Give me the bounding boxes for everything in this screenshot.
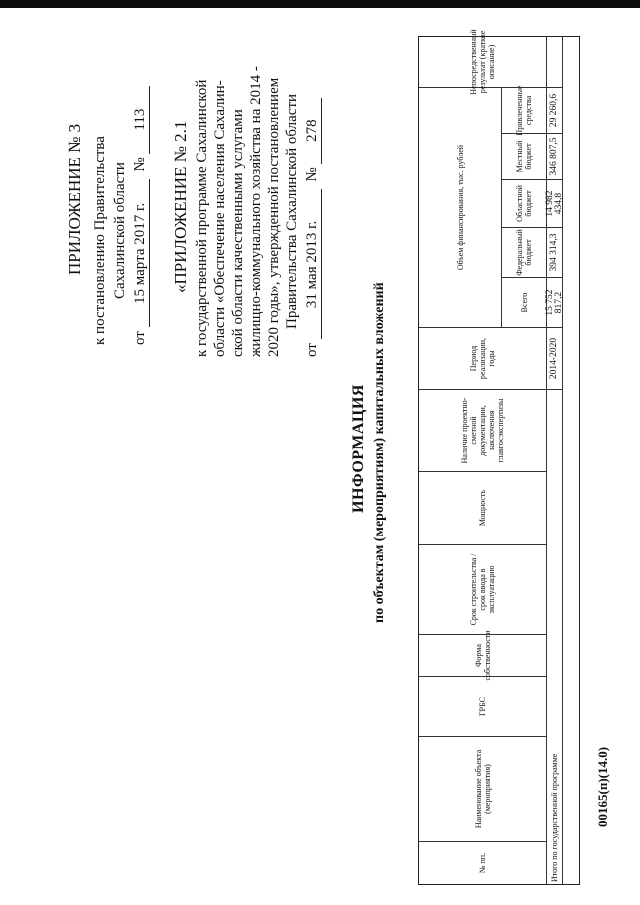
info-title: ИНФОРМАЦИЯ bbox=[350, 384, 367, 513]
total-row-local: 346 807,5 bbox=[546, 134, 562, 180]
capital-investments-table bbox=[418, 29, 580, 885]
appendix-3-date: 15 марта 2017 г. bbox=[132, 179, 150, 327]
total-row-label: Итого по государственной программе bbox=[546, 390, 562, 884]
total-row-period: 2014-2020 bbox=[546, 328, 562, 390]
header-regional: Областной бюджет bbox=[501, 180, 546, 228]
header-term: Срок строительства / срок ввода в эксплуатацию bbox=[419, 545, 546, 635]
total-row-result bbox=[546, 37, 562, 88]
header-federal: Федеральный бюджет bbox=[501, 228, 546, 278]
header-form: Форма собственности bbox=[419, 635, 546, 677]
appendix-3-date-line bbox=[132, 86, 150, 345]
total-row-total: 15 752 817,2 bbox=[546, 278, 562, 328]
header-funding: Объем финансирования, тыс. рублей bbox=[419, 88, 501, 328]
appendix-3-from: от bbox=[132, 331, 148, 345]
header-period: Период реализации, годы bbox=[419, 328, 546, 390]
total-row-attracted: 29 260,6 bbox=[546, 88, 562, 134]
appendix-2-1-line-2: ской области качественными услугами bbox=[230, 109, 246, 357]
appendix-2-1-from: от bbox=[304, 343, 320, 357]
total-row-federal: 394 314,3 bbox=[546, 228, 562, 278]
appendix-2-1-title: «ПРИЛОЖЕНИЕ № 2.1 bbox=[171, 120, 190, 293]
appendix-2-1-line-3: жилищно-коммунального хозяйства на 2014 - bbox=[248, 66, 264, 357]
total-row-regional: 14 982 434,8 bbox=[546, 180, 562, 228]
header-local: Местный бюджет bbox=[501, 134, 546, 180]
appendix-2-1-date-line bbox=[304, 98, 322, 357]
appendix-3-no: № bbox=[132, 157, 148, 172]
header-psd: Наличие проектно-сметной документации, заключения главгосэкспертизы bbox=[419, 390, 546, 472]
header-grbs: ГРБС bbox=[419, 677, 546, 737]
empty-row bbox=[562, 37, 579, 884]
header-attracted: Привлеченные средства bbox=[501, 88, 546, 134]
appendix-2-1-line-5: Правительства Сахалинской области bbox=[284, 93, 300, 329]
appendix-3-line1: к постановлению Правительства bbox=[92, 136, 108, 345]
appendix-3-line2: Сахалинской области bbox=[112, 162, 128, 299]
appendix-3-title: ПРИЛОЖЕНИЕ № 3 bbox=[65, 123, 84, 275]
header-num: № пп. bbox=[478, 852, 487, 874]
appendix-3-number: 113 bbox=[132, 86, 150, 154]
document-code: 00165(п)(14.0) bbox=[595, 746, 610, 827]
appendix-2-1-line-4: 2020 годы», утвержденной постановлением bbox=[266, 77, 282, 357]
appendix-2-1-line-1: области «Обеспечение населения Сахалин- bbox=[212, 80, 228, 357]
header-total: Всего bbox=[501, 278, 546, 328]
appendix-2-1-number: 278 bbox=[304, 98, 322, 164]
appendix-2-1-line-0: к государственной программе Сахалинской bbox=[194, 79, 210, 357]
header-power: Мощность bbox=[419, 472, 546, 545]
header-result: Непосредственный результат (краткое описание) bbox=[419, 37, 546, 88]
info-subtitle: по объектам (мероприятиям) капитальных вложений bbox=[372, 282, 387, 623]
appendix-2-1-date: 31 мая 2013 г. bbox=[304, 189, 322, 339]
header-name: Наименование объекта (мероприятия) bbox=[419, 737, 546, 842]
appendix-2-1-no: № bbox=[304, 167, 320, 182]
